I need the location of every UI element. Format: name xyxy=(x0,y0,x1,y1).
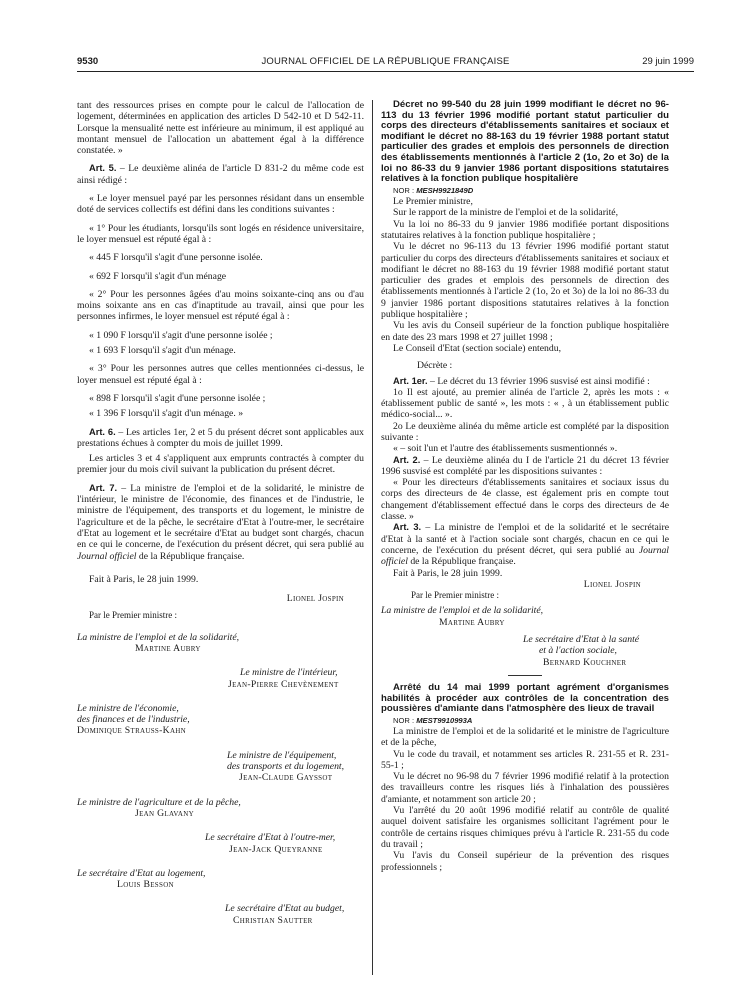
nor-code: MESH9921849D xyxy=(416,185,474,195)
article-6 xyxy=(77,427,364,450)
signatory-name: Dominique Strauss-Kahn xyxy=(77,725,187,737)
signatory-role: des finances et de l'industrie, xyxy=(77,714,190,726)
decrete-heading: Décrète : xyxy=(417,360,453,372)
journal-reference: Journal officiel xyxy=(77,550,137,562)
paragraph: Sur le rapport de la ministre de l'emploi et de la solidarité, xyxy=(393,207,619,219)
paragraph: Les articles 3 et 4 s'appliquent aux emprunts contractés à compter du premier jour du mois civil suivant la publication du présent décret. xyxy=(77,453,364,476)
signature-date: Fait à Paris, le 28 juin 1999. xyxy=(89,573,199,585)
paragraph: La ministre de l'emploi et de la solidarité et le ministre de l'agriculture et de la pêche, xyxy=(381,726,669,749)
nor-reference xyxy=(381,185,669,196)
decree-title: Décret no 99-540 du 28 juin 1999 modifiant le décret no 96-113 du 13 février 1996 modifié portant statut particulier du corps des directeurs d'établissements sanitaires et sociaux et modifiant le décret no 88-163 du 19 février 1988 portant statut particulier des grades et emplois des personnels de direction des établissements mentionnés à l'article 2 (1o, 2o et 3o) de la loi no 86-33 du 9 janvier 1986 portant dispositions statutaires relatives à la fonction publique hospitalière xyxy=(381,99,669,185)
signatory-role: des transports et du logement, xyxy=(227,761,345,773)
paragraph: tant des ressources prises en compte pour le calcul de l'allocation de logement, déterminées en application des articles D 542-10 et D 542-11. Lorsque la mensualité nette est inférieure au minimum, il est appliqué au montant mensuel de l'allocation un abattement égal à la différence constatée. » xyxy=(77,100,364,157)
signatory-name: Jean-Jack Queyranne xyxy=(229,843,323,855)
article-label: Art. 3. xyxy=(393,522,422,533)
paragraph: Le Conseil d'Etat (section sociale) entendu, xyxy=(393,342,561,354)
article-text: de la République française. xyxy=(407,556,516,568)
signatory-name: Martine Aubry xyxy=(135,642,201,654)
header-rule xyxy=(77,71,694,72)
signatory-role: Le secrétaire d'Etat au budget, xyxy=(225,903,345,915)
signatory-name: Martine Aubry xyxy=(439,616,505,628)
paragraph: « 1 693 F lorsqu'il s'agit d'un ménage. xyxy=(89,345,236,357)
signature-block xyxy=(77,868,364,891)
signatory-role: Le ministre de l'équipement, xyxy=(227,749,337,761)
nor-label: NOR : xyxy=(393,715,417,725)
signatory-name: Christian Sautter xyxy=(233,914,313,926)
journal-title: JOURNAL OFFICIEL DE LA RÉPUBLIQUE FRANÇAISE xyxy=(261,56,510,67)
paragraph: « Le loyer mensuel payé par les personnes résidant dans un ensemble doté de services collectifs est défini dans les conditions suivantes : xyxy=(77,193,364,216)
signatory-name: Jean Glavany xyxy=(135,807,194,819)
paragraph: Vu le décret no 96-98 du 7 février 1996 modifié relatif à la protection des travailleurs contre les risques liés à l'inhalation des poussières d'amiante, et notamment son article 20 ; xyxy=(381,771,669,805)
nor-label: NOR : xyxy=(393,185,417,195)
journal-reference: Journal officiel xyxy=(381,544,669,568)
article-text: – La ministre de l'emploi et de la solidarité et le secrétaire d'Etat à la santé et à l'action sociale sont chargés, chacun en ce qui le concerne, de l'exécution du présent décret, qui sera publié au xyxy=(381,522,669,556)
paragraph: « 1 090 F lorsqu'il s'agit d'une personne isolée ; xyxy=(89,329,273,341)
article-5 xyxy=(77,163,364,186)
paragraph: « 1° Pour les étudiants, lorsqu'ils sont logés en résidence universitaire, le loyer mensuel est réputé égal à : xyxy=(77,222,364,245)
paragraph: Le Premier ministre, xyxy=(393,196,473,208)
signature-block xyxy=(77,632,364,655)
paragraph: « Pour les directeurs d'établissements sanitaires et sociaux issus du corps des directeurs de 4e classe, est également pris en compte tout changement d'établissement effectué dans le corps des directeurs de 4e classe. » xyxy=(381,477,669,523)
signatory-role: Le ministre de l'intérieur, xyxy=(240,667,338,679)
signature-intro: Par le Premier ministre : xyxy=(89,610,177,621)
signatory-role: Le secrétaire d'Etat au logement, xyxy=(77,867,206,879)
article-text: – La ministre de l'emploi et de la solidarité, le ministre de l'intérieur, le ministre de l'économie, des finances et de l'industrie, le ministre de l'équipement, des transports et du logement, le ministre de l'agriculture et de la pêche, le secrétaire d'Etat à l'outre-mer, le secrétaire d'Etat au logement et le secrétaire d'Etat au budget sont chargés, chacun en ce qui le concerne, de l'exécution du présent décret, qui sera publié au xyxy=(77,482,364,551)
article-label: Art. 7. xyxy=(89,482,118,493)
signatory-role: Le ministre de l'agriculture et de la pêche, xyxy=(77,796,241,808)
paragraph: « 445 F lorsqu'il s'agit d'une personne isolée. xyxy=(89,252,263,264)
signatory-role: et à l'action sociale, xyxy=(539,645,617,657)
nor-reference xyxy=(381,715,669,726)
signatory-role: Le secrétaire d'Etat à l'outre-mer, xyxy=(205,832,336,844)
signature-block xyxy=(381,605,669,628)
signature-intro: Par le Premier ministre : xyxy=(411,590,499,601)
signatory-name: Bernard Kouchner xyxy=(543,656,627,668)
signatory-role: Le secrétaire d'Etat à la santé xyxy=(523,634,640,646)
paragraph: « 1 396 F lorsqu'il s'agit d'un ménage. » xyxy=(89,408,244,420)
paragraph: « 3° Pour les personnes autres que celles mentionnées ci-dessus, le loyer mensuel est réputé égal à : xyxy=(77,363,364,386)
right-column xyxy=(381,100,669,873)
signatory-name: Jean-Claude Gayssot xyxy=(239,772,333,784)
signature-block xyxy=(77,797,364,820)
article-text: de la République française. xyxy=(136,550,245,562)
signatory-role: La ministre de l'emploi et de la solidarité, xyxy=(77,631,240,643)
nor-code: MEST9910993A xyxy=(416,715,473,725)
paragraph: « – soit l'un et l'autre des établissements susmentionnés ». xyxy=(393,443,618,455)
paragraph: « 692 F lorsqu'il s'agit d'un ménage xyxy=(89,270,227,282)
column-divider xyxy=(372,100,373,975)
signatory-role: Le ministre de l'économie, xyxy=(77,702,179,714)
signature-block xyxy=(77,703,364,737)
signature-block xyxy=(77,832,364,855)
paragraph: 1o Il est ajouté, au premier alinéa de l'article 2, après les mots : « établissement public de santé », les mots : « , à un établissement public médico-social... ». xyxy=(381,386,669,421)
article-text: – Les articles 1er, 2 et 5 du présent décret sont applicables aux prestations échues à compter du mois de juillet 1999. xyxy=(77,426,364,449)
page-header xyxy=(77,56,694,72)
page-number: 9530 xyxy=(77,56,99,67)
signature-name: Lionel Jospin xyxy=(583,578,641,590)
article-1 xyxy=(381,376,669,387)
section-separator xyxy=(508,675,542,676)
article-label: Art. 5. xyxy=(89,163,117,174)
paragraph: 2o Le deuxième alinéa du même article est complété par la disposition suivante : xyxy=(381,420,669,443)
signature-block xyxy=(77,667,364,690)
signature-date: Fait à Paris, le 28 juin 1999. xyxy=(393,567,503,579)
left-column xyxy=(77,100,364,926)
signature-name: Lionel Jospin xyxy=(286,593,344,605)
paragraph: « 2° Pour les personnes âgées d'au moins soixante-cinq ans ou d'au moins soixante ans en cas d'inaptitude au travail, ainsi que pour les personnes infirmes, le loyer mensuel est réputé égal à : xyxy=(77,288,364,323)
signature-block xyxy=(381,634,669,668)
article-label: Art. 1er. xyxy=(393,375,428,386)
decree-title: Arrêté du 14 mai 1999 portant agrément d'organismes habilités à procéder aux contrôles de la concentration des poussières d'amiante dans l'atmosphère des lieux de travail xyxy=(381,681,669,715)
article-7 xyxy=(77,483,364,562)
signatory-name: Jean-Pierre Chevènement xyxy=(228,678,339,690)
paragraph: Vu l'avis du Conseil supérieur de la prévention des risques professionnels ; xyxy=(381,850,669,873)
paragraph: Vu l'arrêté du 20 août 1996 modifié relatif au contrôle de qualité auquel doivent satisfaire les organismes sollicitant l'agrément pour le contrôle de certains risques chimiques prévu à l'article R. 231-55 du code du travail ; xyxy=(381,805,669,850)
paragraph: Vu le code du travail, et notamment ses articles R. 231-55 et R. 231-55-1 ; xyxy=(381,748,669,771)
signature-block xyxy=(77,903,364,926)
article-text: – Le décret du 13 février 1996 susvisé est ainsi modifié : xyxy=(427,375,650,387)
article-text: – Le deuxième alinéa du I de l'article 21 du décret 13 février 1996 susvisé est complété par les dispositions suivantes : xyxy=(381,454,669,477)
paragraph: « 898 F lorsqu'il s'agit d'une personne isolée ; xyxy=(89,392,266,404)
article-label: Art. 6. xyxy=(89,426,116,437)
signatory-name: Louis Besson xyxy=(117,879,174,891)
article-text: – Le deuxième alinéa de l'article D 831-2 du même code est ainsi rédigé : xyxy=(77,163,364,186)
signature-block xyxy=(77,750,364,784)
paragraph: Vu la loi no 86-33 du 9 janvier 1986 modifiée portant dispositions statutaires relatives à la fonction publique hospitalière ; xyxy=(381,218,669,241)
article-2 xyxy=(381,455,669,478)
paragraph: Vu les avis du Conseil supérieur de la fonction publique hospitalière en date des 23 mars 1998 et 27 juillet 1998 ; xyxy=(381,320,669,343)
signatory-role: La ministre de l'emploi et de la solidarité, xyxy=(381,605,544,617)
article-label: Art. 2. xyxy=(393,454,421,465)
issue-date: 29 juin 1999 xyxy=(642,56,694,67)
article-3 xyxy=(381,522,669,567)
paragraph: Vu le décret no 96-113 du 13 février 1996 modifié portant statut particulier du corps des directeurs d'établissements sanitaires et sociaux et modifiant le décret no 88-163 du 19 février 1988 modifié portant statut particulier des grades et emplois des personnels de direction des établissements mentionnés à l'article 2 (1o, 2o et 3o) de la loi no 86-33 du 9 janvier 1986 portant dispositions statutaires relatives à la fonction publique hospitalière ; xyxy=(381,241,669,321)
